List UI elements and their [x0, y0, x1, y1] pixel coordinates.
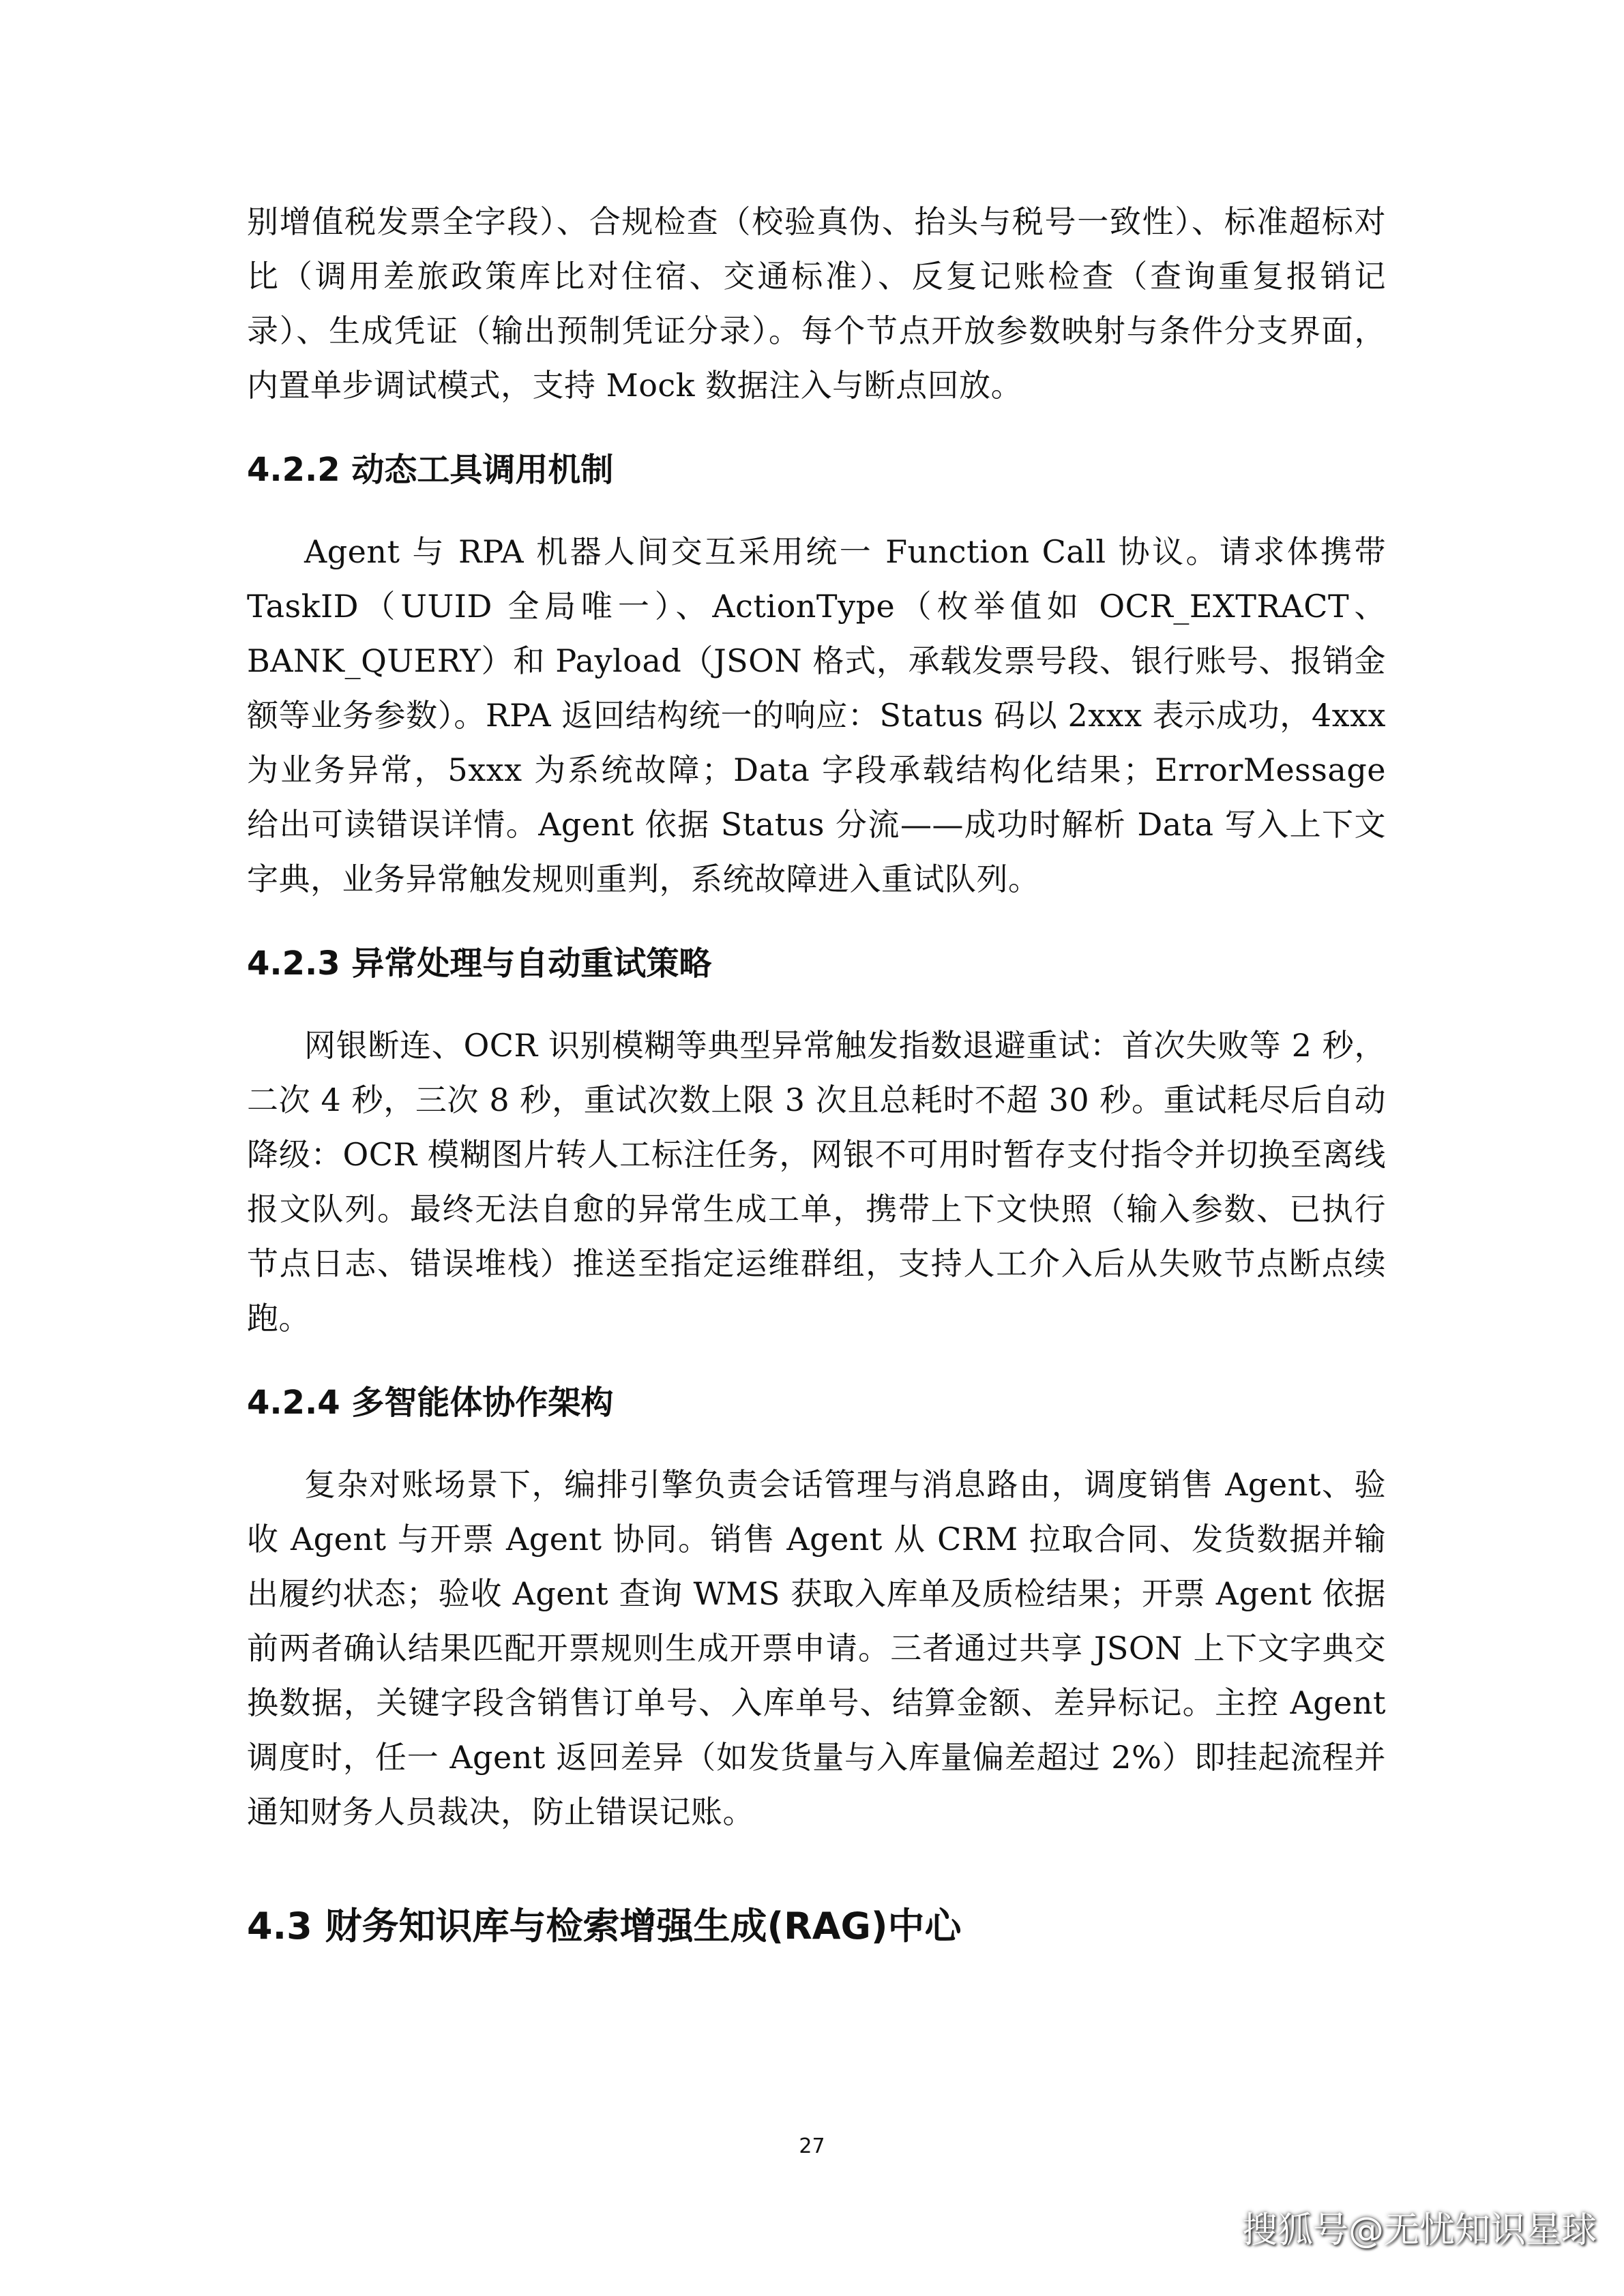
section-heading-4-2-4: 4.2.4 多智能体协作架构 [247, 1384, 614, 1422]
paragraph-4-2-3: 网银断连、OCR 识别模糊等典型异常触发指数退避重试：首次失败等 2 秒，二次 4 秒，三次 8 秒，重试次数上限 3 次且总耗时不超 30 秒。重试耗尽后自动降级：OCR 模糊图片转人工标注任务，网银不可用时暂存支付指令并切换至离线报文队列。最终无法自愈的异常生成工单，携带上下文快照（输入参数、已执行节点日志、错误堆栈）推送至指定运维群组，支持人工介入后从失败节点断点续跑。 [247, 1027, 1386, 1337]
paragraph-intro: 别增值税发票全字段）、合规检查（校验真伪、抬头与税号一致性）、标准超标对比（调用差旅政策库比对住宿、交通标准）、反复记账检查（查询重复报销记录）、生成凭证（输出预制凭证分录）。每个节点开放参数映射与条件分支界面，内置单步调试模式，支持 Mock 数据注入与断点回放。 [247, 203, 1386, 404]
paragraph-4-2-4: 复杂对账场景下，编排引擎负责会话管理与消息路由，调度销售 Agent、验收 Agent 与开票 Agent 协同。销售 Agent 从 CRM 拉取合同、发货数据并输出履约状态；验收 Agent 查询 WMS 获取入库单及质检结果；开票 Agent 依据前两者确认结果匹配开票规则生成开票申请。三者通过共享 JSON 上下文字典交换数据，关键字段含销售订单号、入库单号、结算金额、差异标记。主控 Agent 调度时，任一 Agent 返回差异（如发货量与入库量偏差超过 2%）即挂起流程并通知财务人员裁决，防止错误记账。 [247, 1466, 1386, 1830]
section-heading-4-3: 4.3 财务知识库与检索增强生成(RAG)中心 [247, 1905, 962, 1948]
page-number: 27 [799, 2134, 825, 2158]
section-heading-4-2-2: 4.2.2 动态工具调用机制 [247, 451, 614, 489]
source-watermark: 搜狐号@无忧知识星球 [1241, 2210, 1597, 2251]
section-heading-4-2-3: 4.2.3 异常处理与自动重试策略 [247, 944, 712, 983]
document-body [247, 194, 1386, 1948]
paragraph-4-2-2: Agent 与 RPA 机器人间交互采用统一 Function Call 协议。请求体携带 TaskID（UUID 全局唯一）、ActionType（枚举值如 OCR_EXTRACT、BANK_QUERY）和 Payload（JSON 格式，承载发票号段、银行账号、报销金额等业务参数）。RPA 返回结构统一的响应：Status 码以 2xxx 表示成功，4xxx 为业务异常，5xxx 为系统故障；Data 字段承载结构化结果；ErrorMessage 给出可读错误详情。Agent 依据 Status 分流——成功时解析 Data 写入上下文字典，业务异常触发规则重判，系统故障进入重试队列。 [247, 533, 1386, 897]
